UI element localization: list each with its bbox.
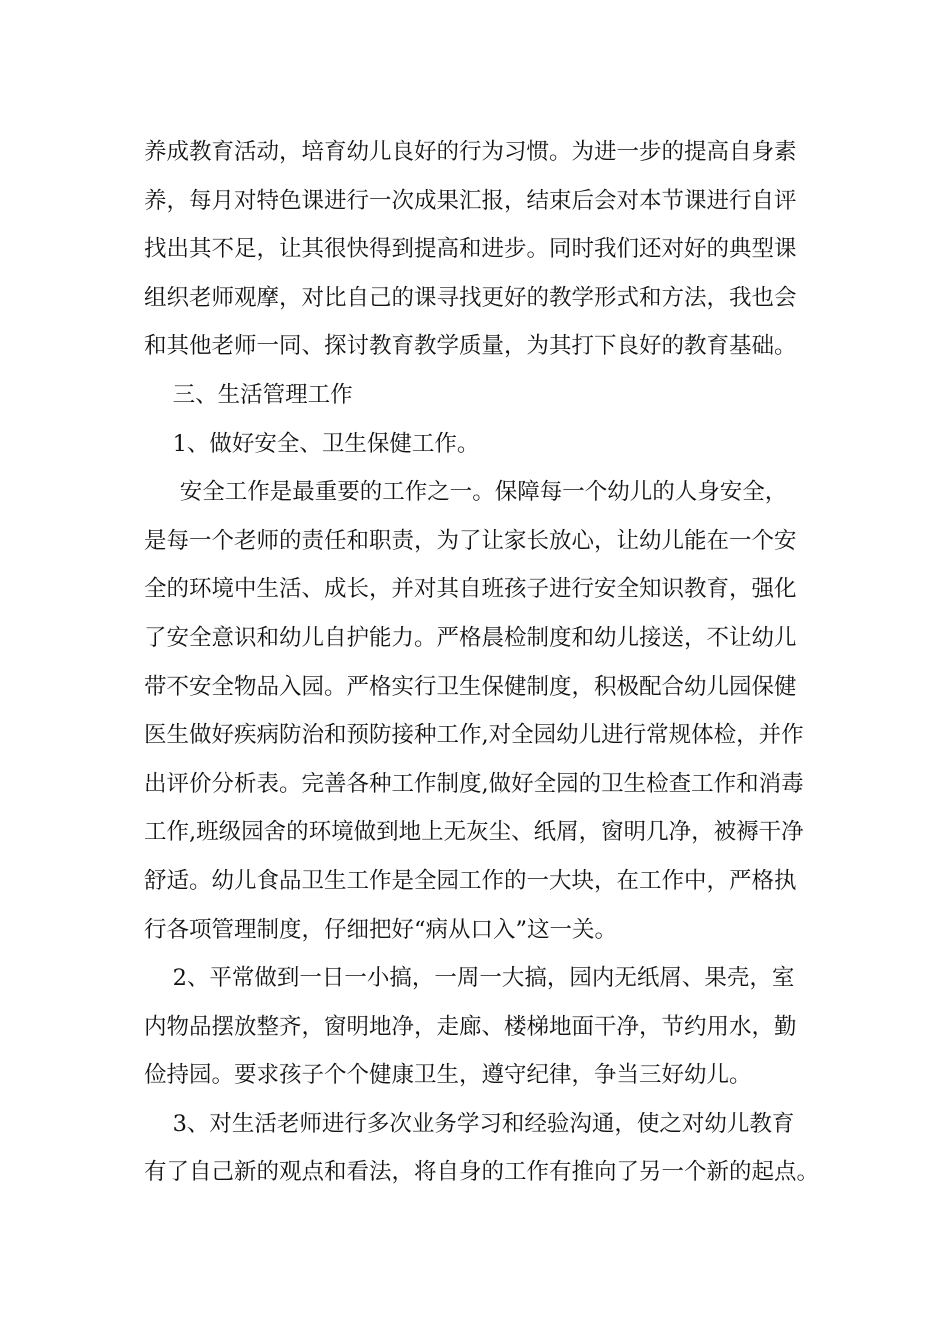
text-line: 是每一个老师的责任和职责，为了让家长放心，让幼儿能在一个安 xyxy=(144,527,797,554)
document-body xyxy=(144,128,844,1197)
text-line: 3、对生活老师进行多次业务学习和经验沟通，使之对幼儿教育 xyxy=(144,1110,795,1137)
text-line: 俭持园。要求孩子个个健康卫生，遵守纪律，争当三好幼儿。 xyxy=(144,1062,752,1089)
text-line: 医生做好疾病防治和预防接种工作,对全园幼儿进行常规体检，并作 xyxy=(144,722,804,749)
text-line: 组织老师观摩，对比自己的课寻找更好的教学形式和方法，我也会 xyxy=(144,284,797,311)
text-line: 有了自己新的观点和看法，将自身的工作有推向了另一个新的起点。 xyxy=(144,1159,820,1186)
text-line: 带不安全物品入园。严格实行卫生保健制度，积极配合幼儿园保健 xyxy=(144,673,797,700)
text-line: 2、平常做到一日一小搞，一周一大搞，园内无纸屑、果壳，室 xyxy=(144,965,795,992)
text-line: 全的环境中生活、成长，并对其自班孩子进行安全知识教育，强化 xyxy=(144,576,797,603)
text-line: 安全工作是最重要的工作之一。保障每一个幼儿的人身安全， xyxy=(144,479,788,506)
text-line: 养，每月对特色课进行一次成果汇报，结束后会对本节课进行自评 xyxy=(144,187,797,214)
text-line: 工作,班级园舍的环境做到地上无灰尘、纸屑，窗明几净，被褥干净 xyxy=(144,819,804,846)
text-line: 和其他老师一同、探讨教育教学质量，为其打下良好的教育基础。 xyxy=(144,333,797,360)
text-line: 内物品摆放整齐，窗明地净，走廊、楼梯地面干净，节约用水，勤 xyxy=(144,1013,797,1040)
section-heading: 三、生活管理工作 xyxy=(144,381,353,408)
text-line: 了安全意识和幼儿自护能力。严格晨检制度和幼儿接送，不让幼儿 xyxy=(144,624,797,651)
text-line: 出评价分析表。完善各种工作制度,做好全园的卫生检查工作和消毒 xyxy=(144,770,804,797)
text-line: 找出其不足，让其很快得到提高和进步。同时我们还对好的典型课 xyxy=(144,236,797,263)
text-line: 舒适。幼儿食品卫生工作是全园工作的一大块，在工作中，严格执 xyxy=(144,867,797,894)
text-line: 行各项管理制度，仔细把好“病从口入”这一关。 xyxy=(144,916,618,943)
subsection-heading: 1、做好安全、卫生保健工作。 xyxy=(144,430,480,457)
text-line: 养成教育活动，培育幼儿良好的行为习惯。为进一步的提高自身素 xyxy=(144,139,797,165)
